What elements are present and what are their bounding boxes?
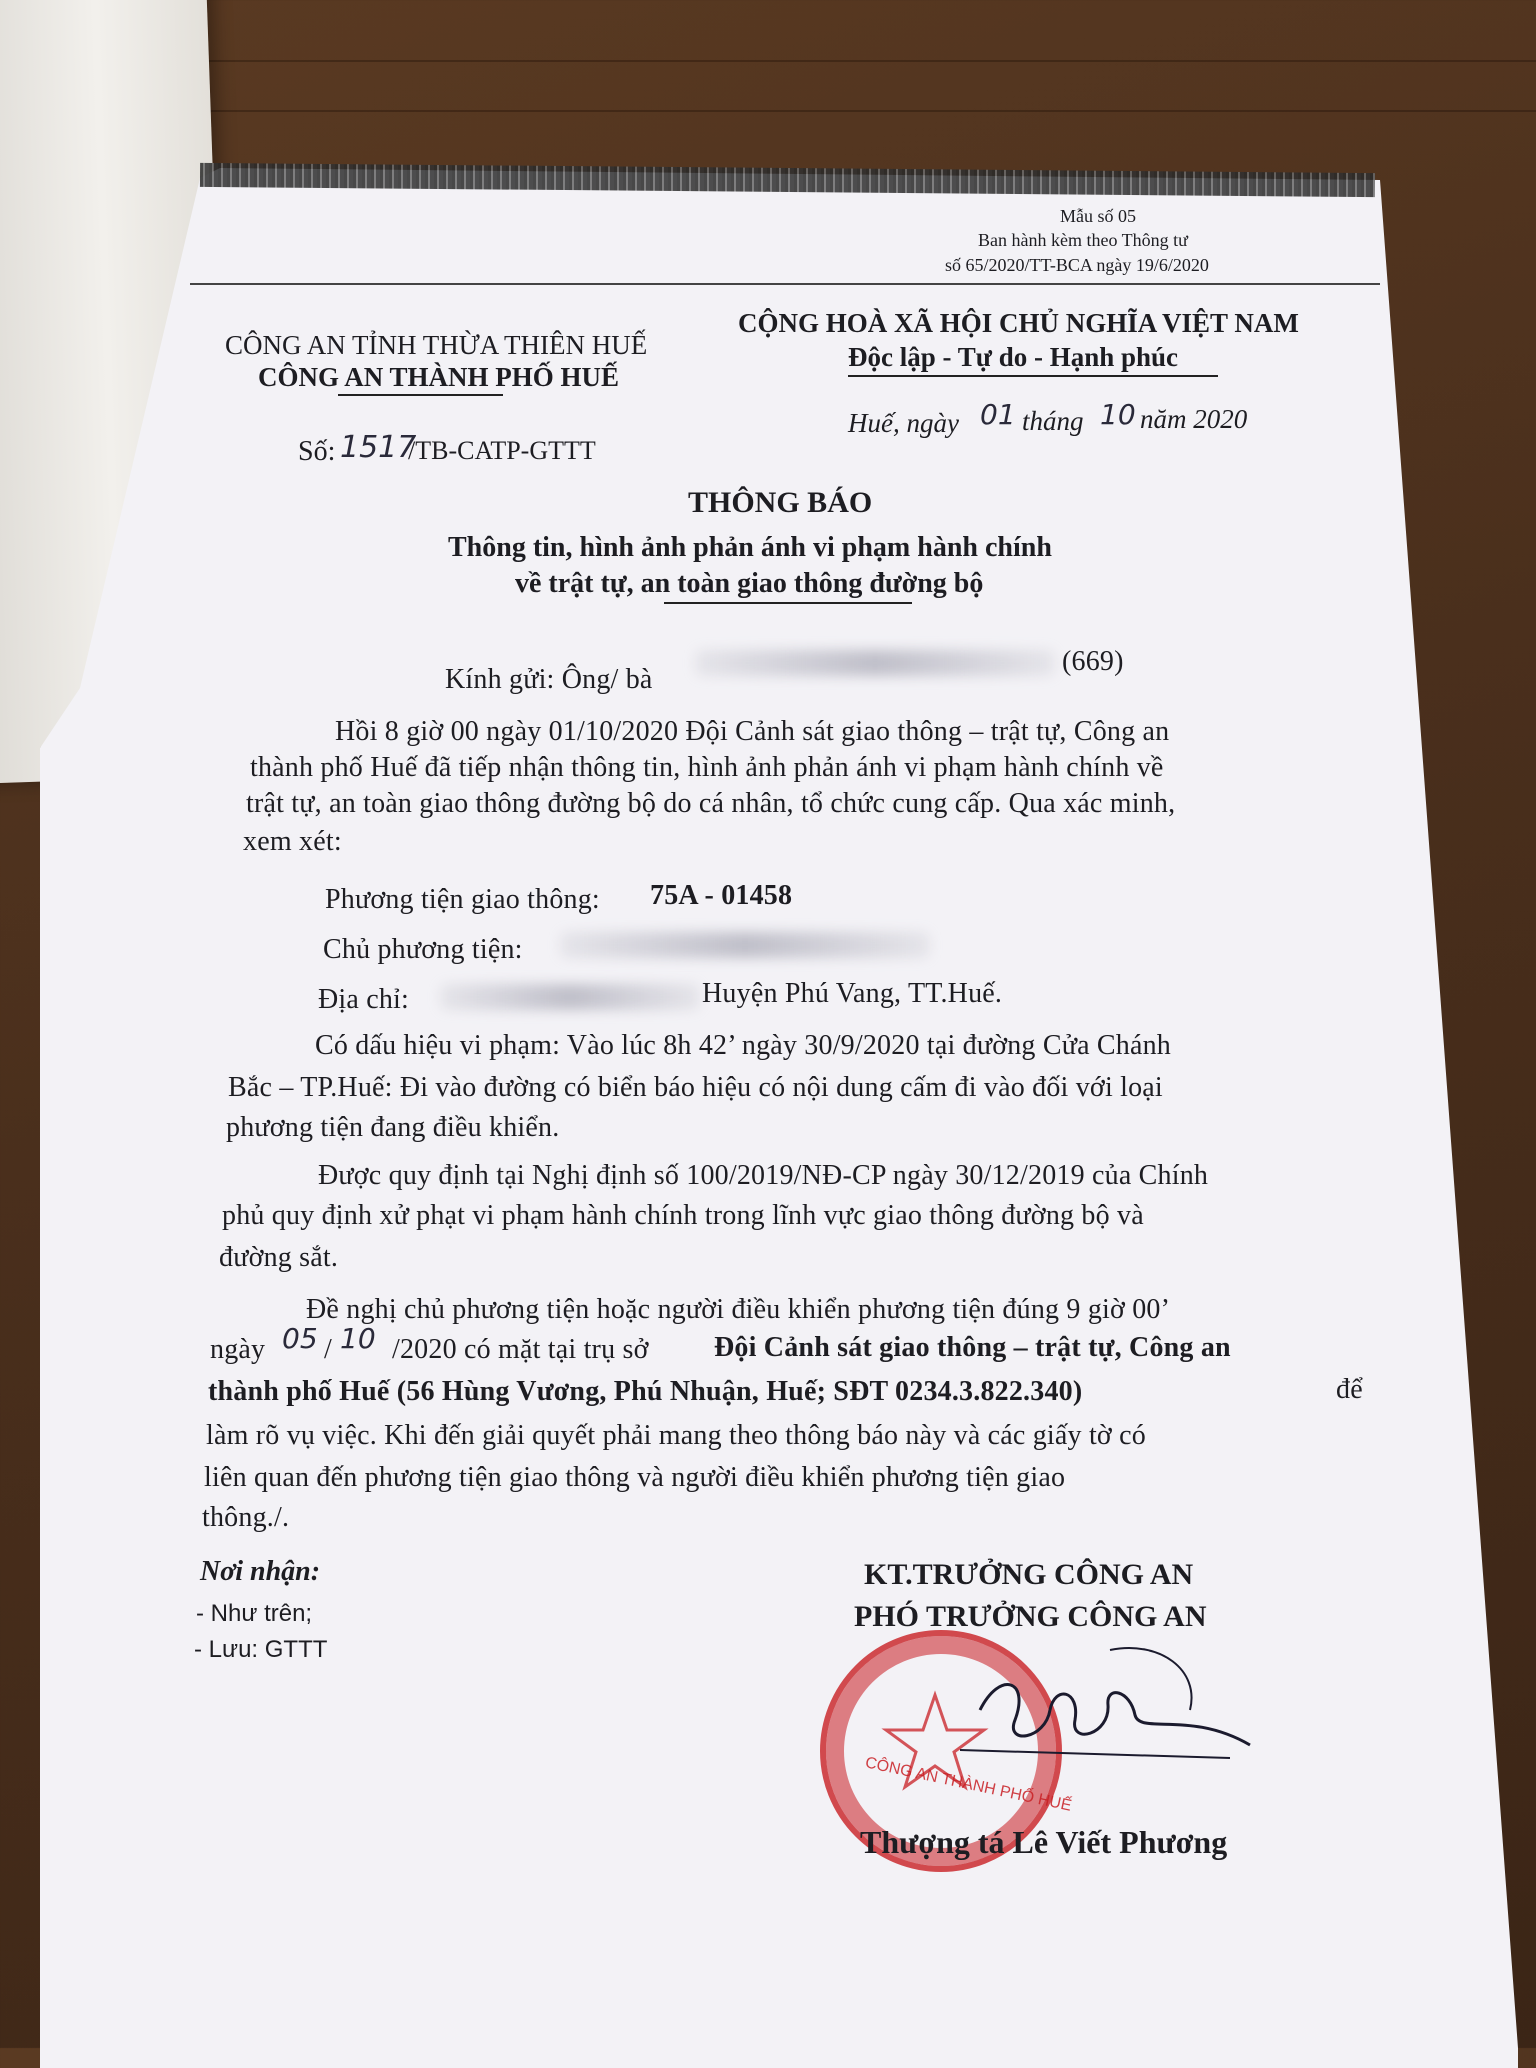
ref-prefix: Số: <box>298 436 336 467</box>
handwritten-signature <box>960 1640 1260 1780</box>
subtitle-underline <box>664 602 912 604</box>
address-value: Huyện Phú Vang, TT.Huế. <box>702 978 1003 1009</box>
doc-subtitle-2: về trật tự, an toàn giao thông đường bộ <box>515 568 984 599</box>
recipients-title: Nơi nhận: <box>200 1556 321 1587</box>
form-number: Mẫu số 05 <box>1060 206 1136 226</box>
p4-line4: làm rõ vụ việc. Khi đến giải quyết phải mang theo thông báo này và các giấy tờ có <box>206 1420 1146 1451</box>
p1-line3: trật tự, an toàn giao thông đường bộ do cá nhân, tổ chức cung cấp. Qua xác minh, <box>246 788 1176 819</box>
p4-line2-start: ngày <box>210 1334 266 1365</box>
ref-number-handwritten: 1517 <box>340 430 417 465</box>
wood-grain <box>0 60 1536 62</box>
p2-line3: phương tiện đang điều khiển. <box>226 1112 560 1143</box>
p2-line2: Bắc – TP.Huế: Đi vào đường có biển báo hiệu có nội dung cấm đi vào đối với loại <box>228 1072 1163 1103</box>
date-month-label: tháng <box>1022 406 1084 436</box>
p1-line1: Hồi 8 giờ 00 ngày 01/10/2020 Đội Cảnh sát giao thông – trật tự, Công an <box>335 716 1170 747</box>
signature-title-1: KT.TRƯỞNG CÔNG AN <box>864 1558 1194 1591</box>
address-label: Địa chỉ: <box>318 984 410 1015</box>
form-circular: số 65/2020/TT-BCA ngày 19/6/2020 <box>945 255 1209 275</box>
wood-grain <box>0 110 1536 112</box>
owner-label: Chủ phương tiện: <box>323 934 523 965</box>
form-issued-with: Ban hành kèm theo Thông tư <box>978 230 1188 250</box>
p4-line2-mid: /2020 có mặt tại trụ sở <box>392 1334 649 1365</box>
p3-line3: đường sắt. <box>219 1242 339 1273</box>
p1-line2: thành phố Huế đã tiếp nhận thông tin, hình ảnh phản ánh vi phạm hành chính về <box>250 752 1164 783</box>
redacted-address <box>440 984 700 1010</box>
p3-line2: phủ quy định xử phạt vi phạm hành chính trong lĩnh vực giao thông đường bộ và <box>222 1200 1144 1231</box>
signer-name: Thượng tá Lê Viết Phương <box>860 1824 1228 1860</box>
recipient-label: Kính gửi: Ông/ bà <box>445 664 653 695</box>
doc-subtitle-1: Thông tin, hình ảnh phản ánh vi phạm hành chính <box>448 532 1052 563</box>
agency-parent: CÔNG AN TỈNH THỪA THIÊN HUẾ <box>225 330 648 360</box>
p4-line3-end: để <box>1336 1374 1363 1405</box>
p4-line3-bold: thành phố Huế (56 Hùng Vương, Phú Nhuận, Huế; SĐT 0234.3.822.340) <box>208 1376 1083 1407</box>
appointment-day: 05 <box>282 1322 318 1355</box>
vehicle-plate: 75A - 01458 <box>650 880 793 911</box>
agency-name: CÔNG AN THÀNH PHỐ HUẾ <box>258 362 620 392</box>
doc-title: THÔNG BÁO <box>688 486 873 519</box>
p3-line1: Được quy định tại Nghị định số 100/2019/NĐ-CP ngày 30/12/2019 của Chính <box>318 1160 1209 1191</box>
date-day: 01 <box>980 398 1016 431</box>
recipient-item-2: - Lưu: GTTT <box>194 1636 328 1663</box>
redacted-recipient-name <box>695 650 1055 676</box>
p4-line5: liên quan đến phương tiện giao thông và người điều khiển phương tiện giao <box>204 1462 1066 1493</box>
agency-underline <box>338 394 503 396</box>
signature-title-2: PHÓ TRƯỞNG CÔNG AN <box>854 1600 1207 1633</box>
motto-underline <box>848 375 1218 377</box>
p2-line1: Có dấu hiệu vi phạm: Vào lúc 8h 42’ ngày 30/9/2020 tại đường Cửa Chánh <box>315 1030 1172 1061</box>
recipient-suffix: (669) <box>1062 646 1124 677</box>
vehicle-label: Phương tiện giao thông: <box>325 884 600 915</box>
p1-line4: xem xét: <box>243 826 342 857</box>
p4-line6: thông./. <box>202 1502 290 1533</box>
date-place: Huế, ngày <box>848 408 959 438</box>
date-month: 10 <box>1100 398 1136 431</box>
appointment-month: 10 <box>340 1322 376 1355</box>
country-name: CỘNG HOÀ XÃ HỘI CHỦ NGHĨA VIỆT NAM <box>738 308 1299 338</box>
national-motto: Độc lập - Tự do - Hạnh phúc <box>848 342 1179 372</box>
redacted-owner-name <box>560 932 930 958</box>
recipient-item-1: - Như trên; <box>196 1600 313 1627</box>
seal-text: CÔNG AN THÀNH PHỐ HUẾ <box>863 1754 1073 1815</box>
p4-line2-bold: Đội Cảnh sát giao thông – trật tự, Công an <box>714 1332 1231 1363</box>
header-rule <box>190 283 1380 285</box>
date-year: năm 2020 <box>1140 404 1248 434</box>
ref-suffix: /TB-CATP-GTTT <box>408 436 596 465</box>
p4-line1: Đề nghị chủ phương tiện hoặc người điều khiển phương tiện đúng 9 giờ 00’ <box>306 1294 1171 1325</box>
